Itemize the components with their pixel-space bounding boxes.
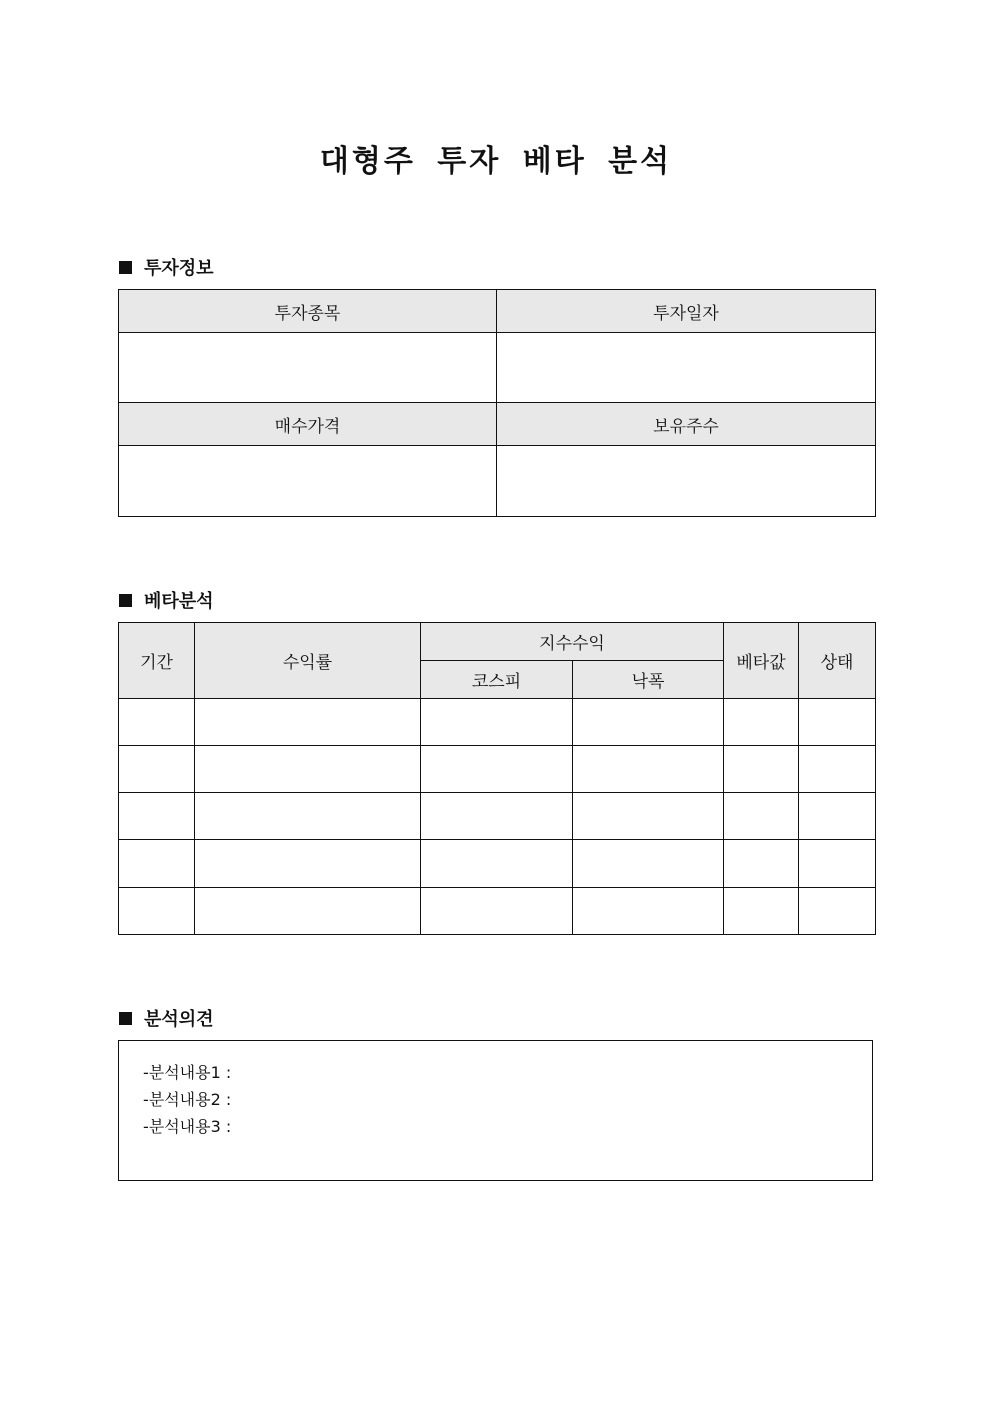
header-price: 매수가격 bbox=[119, 403, 497, 446]
square-bullet-icon bbox=[119, 1012, 132, 1025]
header-status: 상태 bbox=[799, 623, 876, 699]
opinion-line-3: -분석내용3 : bbox=[143, 1117, 232, 1136]
opinion-line-2: -분석내용2 : bbox=[143, 1090, 232, 1109]
square-bullet-icon bbox=[119, 261, 132, 274]
cell-price[interactable] bbox=[119, 446, 497, 517]
header-shares: 보유주수 bbox=[497, 403, 876, 446]
table-row bbox=[119, 793, 876, 840]
opinion-box[interactable] bbox=[118, 1040, 873, 1181]
header-stock: 투자종목 bbox=[119, 290, 497, 333]
cell-shares[interactable] bbox=[497, 446, 876, 517]
table-row bbox=[119, 746, 876, 793]
header-return: 수익률 bbox=[195, 623, 421, 699]
header-date: 투자일자 bbox=[497, 290, 876, 333]
beta-table bbox=[118, 622, 876, 935]
table-row bbox=[119, 699, 876, 746]
header-index-return: 지수수익 bbox=[421, 623, 724, 661]
header-period: 기간 bbox=[119, 623, 195, 699]
cell-date[interactable] bbox=[497, 333, 876, 403]
page-title: 대형주 투자 베타 분석 bbox=[319, 144, 673, 179]
header-drop: 낙폭 bbox=[573, 661, 724, 699]
header-kospi: 코스피 bbox=[421, 661, 573, 699]
header-beta: 베타값 bbox=[724, 623, 799, 699]
section-heading-info: 투자정보 bbox=[119, 254, 214, 280]
cell-stock[interactable] bbox=[119, 333, 497, 403]
table-row bbox=[119, 888, 876, 935]
section-heading-opinion: 분석의견 bbox=[119, 1005, 214, 1031]
section-heading-beta: 베타분석 bbox=[119, 587, 214, 613]
opinion-line-1: -분석내용1 : bbox=[143, 1063, 232, 1082]
square-bullet-icon bbox=[119, 594, 132, 607]
info-table bbox=[118, 289, 876, 517]
table-row bbox=[119, 840, 876, 888]
